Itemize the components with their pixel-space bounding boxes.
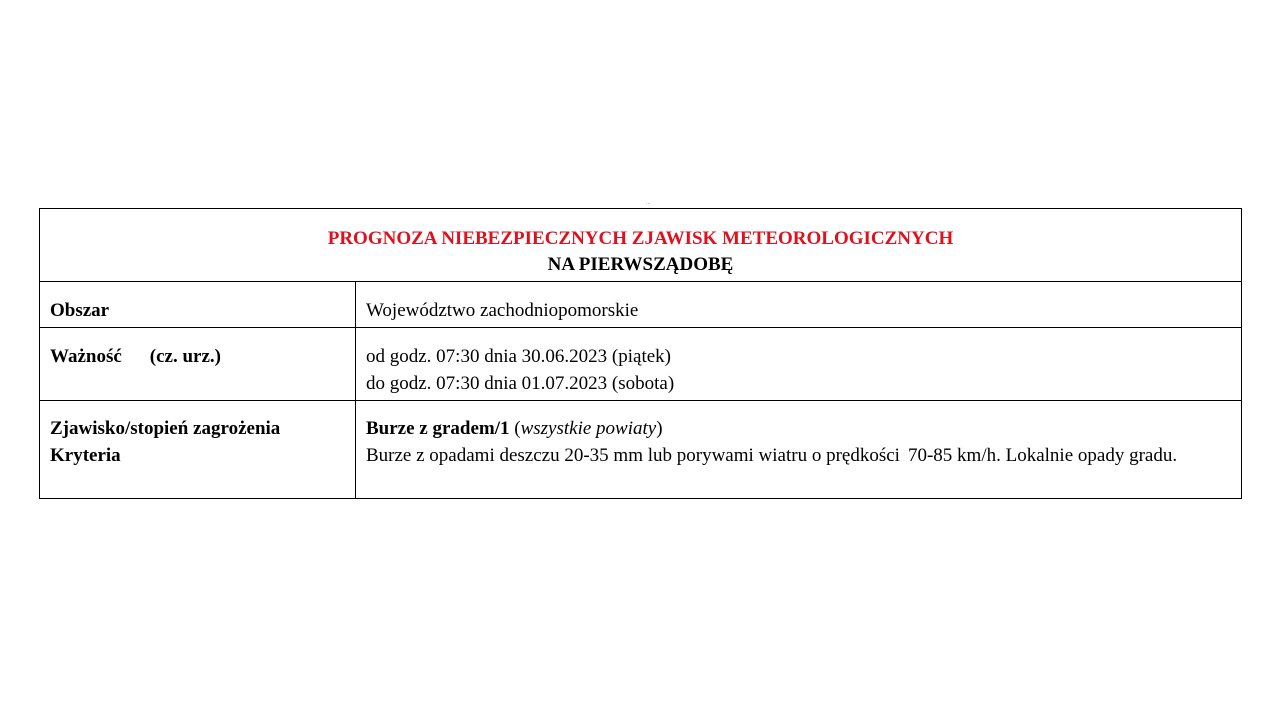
validity-label [40,328,356,400]
phenomenon-value [356,401,1241,498]
table-title [40,209,1241,281]
phenomenon-scope: (wszystkie powiaty) [514,418,663,439]
page-mark: ... [646,200,651,206]
criteria-part-2: 70-85 km/h. Lokalnie opady gradu. [907,445,1178,466]
validity-value [356,328,1241,400]
phenomenon-label [40,401,356,498]
area-value: Województwo zachodniopomorskie [366,300,639,321]
validity-label-main: Ważność [50,346,122,367]
criteria-part-1: Burze z opadami deszczu 20-35 mm lub porywami wiatru o prędkości [366,445,900,466]
title-line-2: NA PIERWSZĄDOBĘ [547,254,734,275]
phenomenon-criteria [366,442,1231,469]
phenomenon-label-line-1: Zjawisko/stopień zagrożenia [50,418,281,439]
phenomenon-heading [366,415,1231,442]
area-label: Obszar [40,282,356,327]
validity-to: do godz. 07:30 dnia 01.07.2023 (sobota) [366,373,675,394]
row-validity [40,327,1241,400]
forecast-table [39,208,1242,499]
row-phenomenon [40,400,1241,498]
validity-from: od godz. 07:30 dnia 30.06.2023 (piątek) [366,346,672,367]
row-area [40,281,1241,327]
title-line-1: PROGNOZA NIEBEZPIECZNYCH ZJAWISK METEOROLOGICZNYCH [327,228,954,249]
phenomenon-label-line-2: Kryteria [50,445,121,466]
validity-label-note: (cz. urz.) [149,346,221,367]
phenomenon-name: Burze z gradem/1 [366,418,510,439]
